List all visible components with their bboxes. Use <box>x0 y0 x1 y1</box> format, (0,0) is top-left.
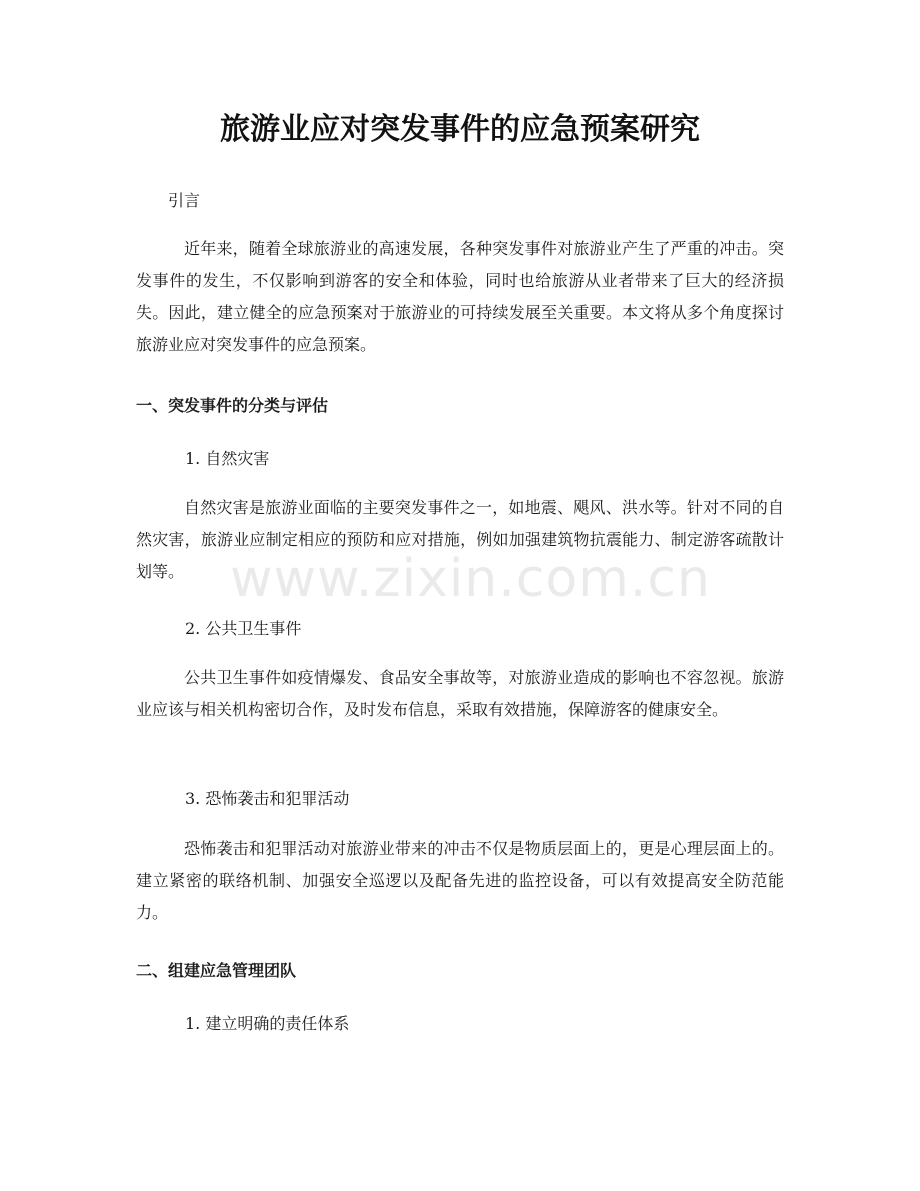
section-1-item-3-label: 3. 恐怖袭击和犯罪活动 <box>185 789 350 808</box>
section-1-heading: 一、突发事件的分类与评估 <box>136 396 329 415</box>
section-1-item-2-label: 2. 公共卫生事件 <box>185 619 302 638</box>
section-1-item-2-text: 公共卫生事件如疫情爆发、食品安全事故等，对旅游业造成的影响也不容忽视。旅游业应该与相关机构密切合作，及时发布信息，采取有效措施，保障游客的健康安全。 <box>136 668 784 719</box>
section-1-item-1-text: 自然灾害是旅游业面临的主要突发事件之一，如地震、飓风、洪水等。针对不同的自然灾害，旅游业应制定相应的预防和应对措施，例如加强建筑物抗震能力、制定游客疏散计划等。 <box>136 498 784 581</box>
intro-paragraph: 近年来，随着全球旅游业的高速发展，各种突发事件对旅游业产生了严重的冲击。突发事件的发生，不仅影响到游客的安全和体验，同时也给旅游从业者带来了巨大的经济损失。因此，建立健全的应急预案对于旅游业的可持续发展至关重要。本文将从多个角度探讨旅游业应对突发事件的应急预案。 <box>136 239 784 354</box>
section-2-heading: 二、组建应急管理团队 <box>136 961 297 980</box>
section-2-item-1-label: 1. 建立明确的责任体系 <box>185 1014 350 1033</box>
watermark-text: www.zixin.com.cn <box>230 549 711 609</box>
section-1-item-3-text: 恐怖袭击和犯罪活动对旅游业带来的冲击不仅是物质层面上的，更是心理层面上的。建立紧密的联络机制、加强安全巡逻以及配备先进的监控设备，可以有效提高安全防范能力。 <box>136 839 784 922</box>
document-title: 旅游业应对突发事件的应急预案研究 <box>220 112 700 147</box>
intro-label: 引言 <box>168 191 201 210</box>
section-1-item-1-label: 1. 自然灾害 <box>185 449 270 468</box>
